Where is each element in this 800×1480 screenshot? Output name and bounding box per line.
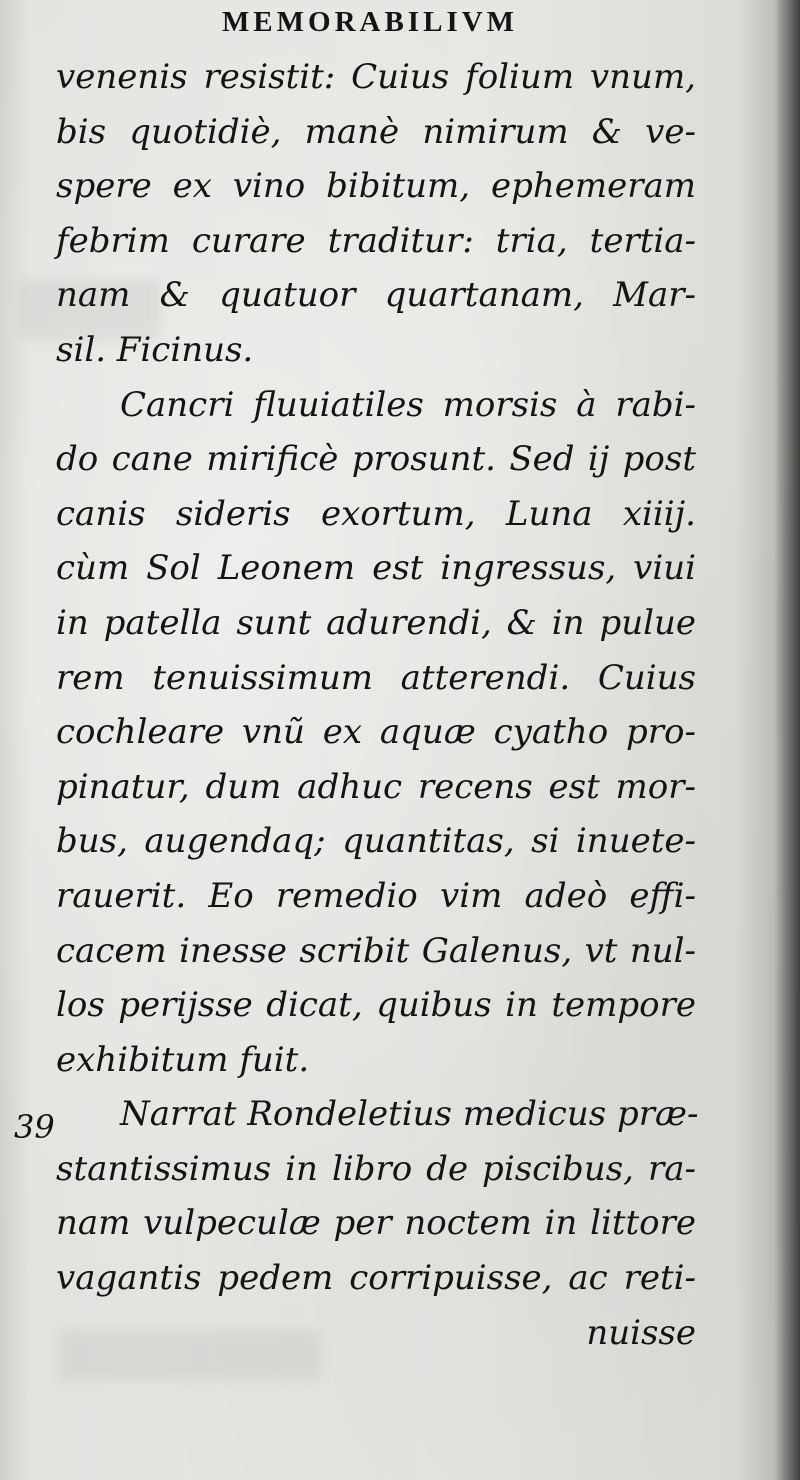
body-text (56, 50, 699, 1360)
catchword: nuisse (586, 1312, 696, 1353)
text-line: exhibitum fuit. (56, 1039, 310, 1080)
text-line: do cane mirificè prosunt. Sed ij post (56, 439, 696, 480)
text-line: canis sideris exortum, Luna xiiij. (56, 493, 696, 534)
text-line: Cancri fluuiatiles morsis à rabi- (120, 384, 696, 425)
text-line: nam & quatuor quartanam, Mar- (56, 275, 696, 316)
text-line: bus, augendaq; quantitas, si inuete- (56, 821, 696, 862)
text-line: in patella sunt adurendi, & in pulue (56, 602, 696, 643)
page-edge-shadow (774, 0, 800, 1480)
text-line: nam vulpeculæ per noctem in littore (56, 1203, 696, 1244)
text-line: vagantis pedem corripuisse, ac reti- (56, 1258, 696, 1299)
text-line: venenis resistit: Cuius folium vnum, (56, 57, 696, 97)
text-line: Narrat Rondeletius medicus præ- (120, 1094, 699, 1135)
text-line: cùm Sol Leonem est ingressus, viui (56, 548, 696, 589)
running-head: MEMORABILIVM (221, 6, 519, 38)
text-line: bis quotidiè, manè nimirum & ve- (56, 111, 696, 152)
text-line: pinatur, dum adhuc recens est mor- (56, 766, 696, 807)
text-line: spere ex vino bibitum, ephemeram (56, 166, 696, 207)
text-line: los perijsse dicat, quibus in tempore (56, 985, 696, 1026)
text-line: sil. Ficinus. (56, 329, 254, 370)
text-line: rem tenuissimum atterendi. Cuius (56, 657, 696, 698)
text-line: rauerit. Eo remedio vim adeò effi- (56, 875, 696, 916)
margin-number: 39 (14, 1108, 55, 1146)
text-line: febrim curare traditur: tria, tertia- (56, 220, 696, 261)
text-line: cochleare vnũ ex aquæ cyatho pro- (56, 712, 696, 753)
text-line: cacem inesse scribit Galenus, vt nul- (56, 930, 696, 971)
text-line: stantissimus in libro de piscibus, ra- (56, 1148, 696, 1189)
